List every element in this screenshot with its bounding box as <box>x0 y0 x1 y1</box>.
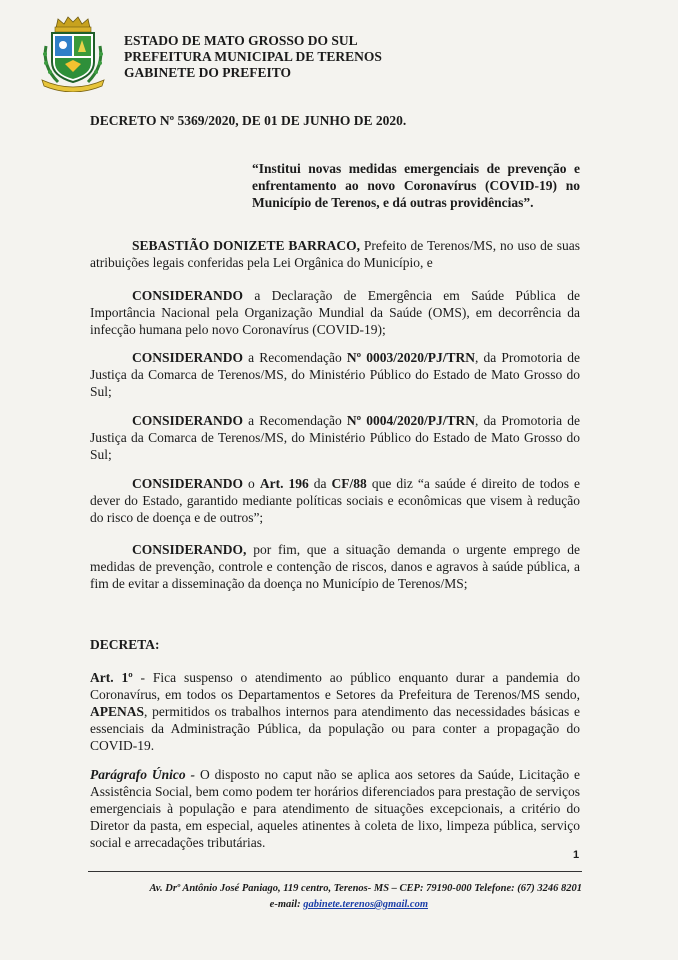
footer-email: e-mail: gabinete.terenos@gmail.com <box>269 899 428 910</box>
article-1: Art. 1º - Fica suspenso o atendimento ao público enquanto durar a pandemia do Coronavírus, em todos os Departamentos e Setores da Prefeitura de Terenos/MS sendo, APENAS, permitidos os trabalhos internos para atendimento das necessidades básicas e essenciais da Administração Pública, da população ou para conter a propagação do COVID-19. <box>90 670 580 753</box>
paragrafo-unico-label: Parágrafo Único - <box>90 767 196 782</box>
footer-divider <box>88 871 582 872</box>
considerando-3: CONSIDERANDO a Recomendação Nº 0004/2020/PJ/TRN, da Promotoria de Justiça da Comarca de Terenos/MS, do Ministério Público do Estado de Mato Grosso do Sul; <box>90 413 580 462</box>
institution-header <box>124 33 382 81</box>
footer-address: Av. Drº Antônio José Paniago, 119 centro, Terenos- MS – CEP: 79190-000 Telefone: (67) 3246 8201 <box>149 883 582 894</box>
header-office: GABINETE DO PREFEITO <box>124 65 292 80</box>
considerando-2: CONSIDERANDO a Recomendação Nº 0003/2020/PJ/TRN, da Promotoria de Justiça da Comarca de Terenos/MS, do Ministério Público do Estado de Mato Grosso do Sul; <box>90 350 580 399</box>
header-state: ESTADO DE MATO GROSSO DO SUL <box>124 33 358 48</box>
decreta-heading: DECRETA: <box>90 637 160 652</box>
paragrafo-unico: Parágrafo Único - O disposto no caput não se aplica aos setores da Saúde, Licitação e Assistência Social, bem como podem ter horários diferenciados para prestação de serviços emergenciais à população e para atendimento de situações excepcionais, a critério do Diretor da pasta, em especial, aqueles atinentes à coleta de lixo, limpeza pública, serviço social e arrecadações tributárias. <box>90 767 580 850</box>
municipal-coat-of-arms-icon <box>38 16 108 92</box>
header-prefecture: PREFEITURA MUNICIPAL DE TERENOS <box>124 49 382 64</box>
considerando-4: CONSIDERANDO o Art. 196 da CF/88 que diz “a saúde é direito de todos e dever do Estado, garantido mediante políticas sociais e econômicas que visem à redução do risco de doença e de outros”; <box>90 476 580 525</box>
considerando-1: CONSIDERANDO a Declaração de Emergência em Saúde Pública de Importância Nacional pela Organização Mundial da Saúde (OMS), em decorrência da infecção humana pelo novo Coronavírus (COVID-19); <box>90 288 580 337</box>
mayor-name: SEBASTIÃO DONIZETE BARRACO, <box>132 238 360 253</box>
email-link[interactable]: gabinete.terenos@gmail.com <box>303 899 428 910</box>
page-number: 1 <box>573 849 580 861</box>
decree-title: DECRETO Nº 5369/2020, DE 01 DE JUNHO DE 2020. <box>90 113 407 128</box>
considerando-5: CONSIDERANDO, por fim, que a situação demanda o urgente emprego de medidas de prevenção, controle e contenção de riscos, danos e agravos à saúde pública, a fim de evitar a disseminação da doença no Município de Terenos/MS; <box>90 542 580 591</box>
decree-ementa: “Institui novas medidas emergenciais de prevenção e enfrentamento ao novo Coronavírus (COVID-19) no Município de Terenos, e dá outras providências”. <box>252 161 580 210</box>
preamble-paragraph: SEBASTIÃO DONIZETE BARRACO, Prefeito de Terenos/MS, no uso de suas atribuições legais conferidas pela Lei Orgânica do Município, e <box>90 238 580 270</box>
article-1-label: Art. 1º <box>90 670 133 685</box>
